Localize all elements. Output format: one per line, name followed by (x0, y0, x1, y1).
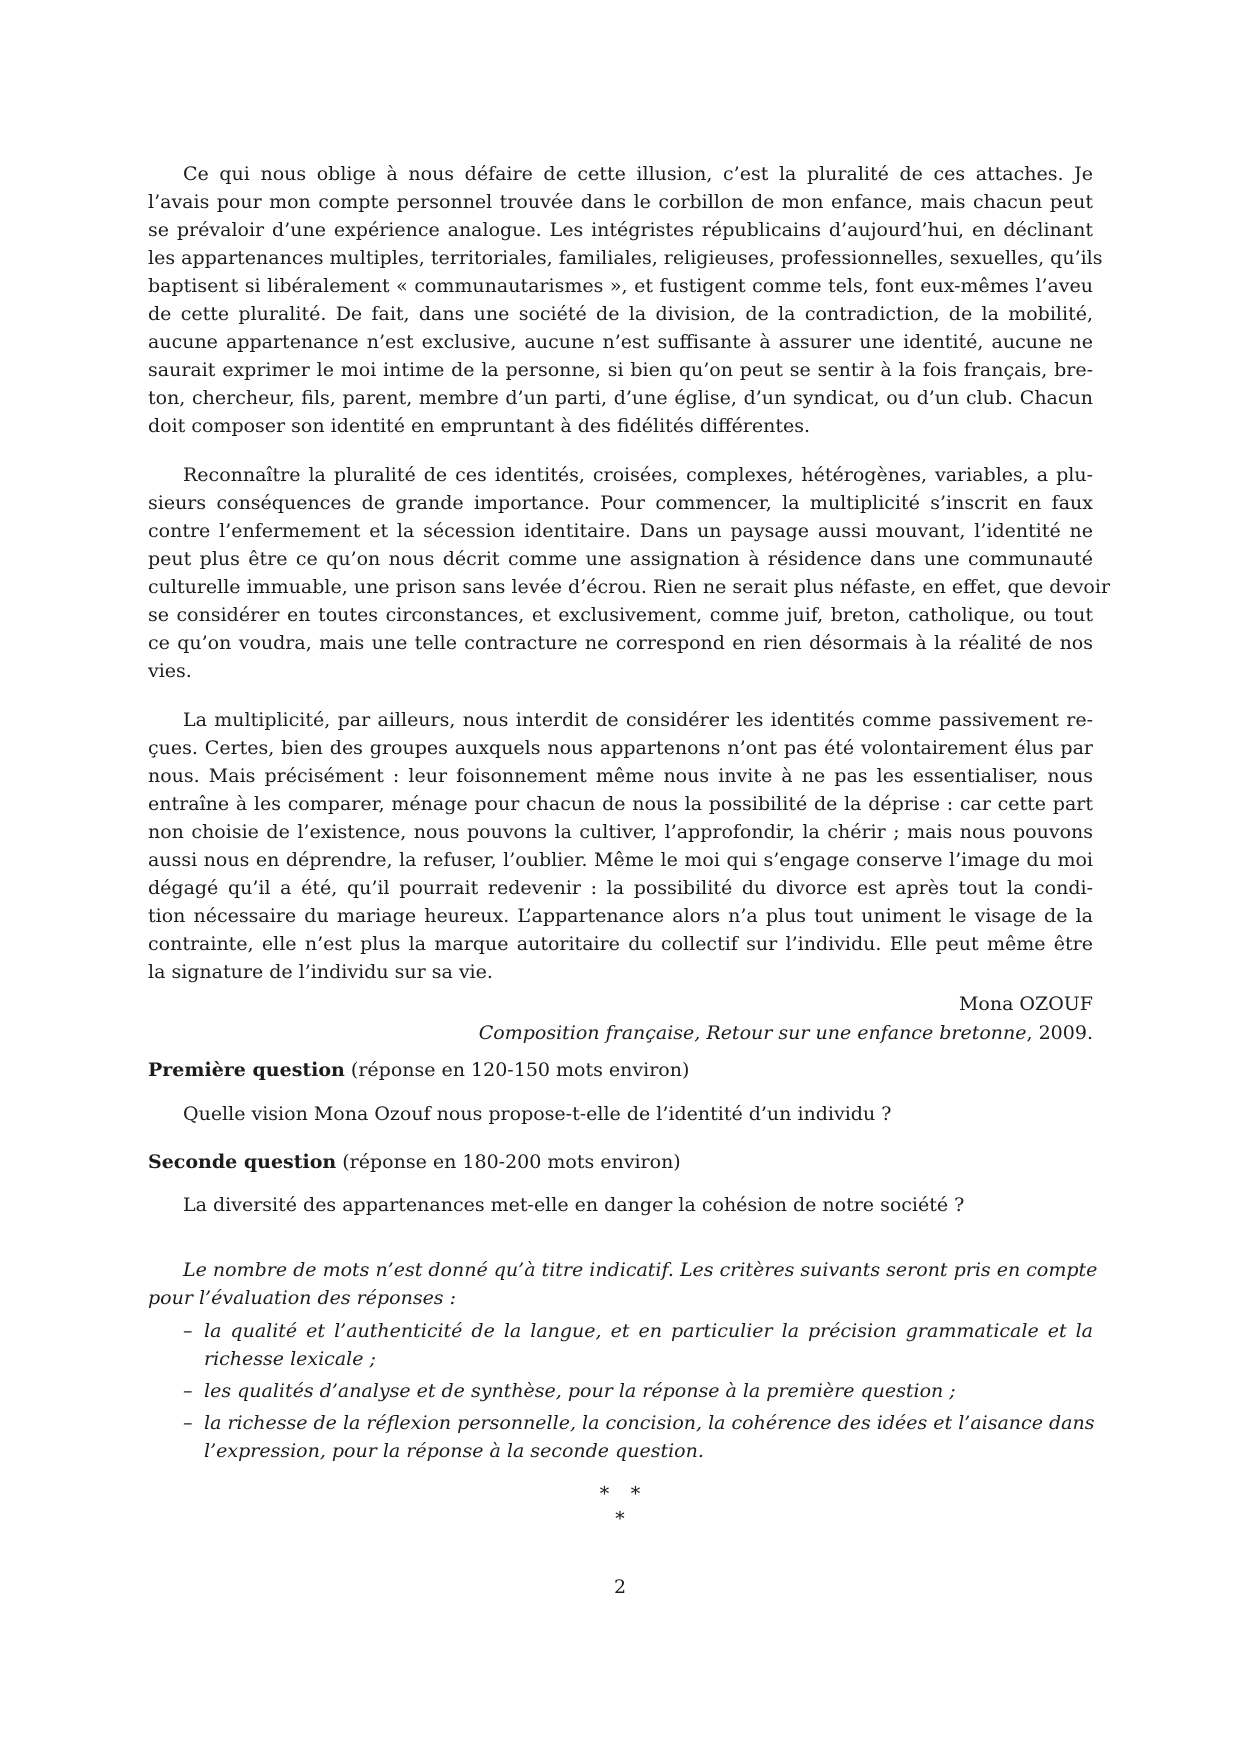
paragraph-line: Ce qui nous oblige à nous défaire de cette illusion, c’est la pluralité de ces attaches. Je (183, 163, 1093, 185)
question-2-heading (148, 1148, 681, 1176)
asterism-top: ∗ ∗ (598, 1479, 642, 1501)
paragraph-line: contre l’enfermement et la sécession identitaire. Dans un paysage aussi mouvant, l’identité ne (148, 520, 1093, 542)
author-name: Mona OZOUF (958, 993, 1093, 1015)
paragraph-line: doit composer son identité en empruntant à des fidélités différentes. (148, 415, 811, 437)
criterion-line: richesse lexicale ; (204, 1348, 376, 1370)
criterion-line: les qualités d’analyse et de synthèse, pour la réponse à la première question ; (204, 1380, 956, 1402)
paragraph-line: les appartenances multiples, territoriales, familiales, religieuses, professionnelles, sexuelles, qu’ils (148, 247, 1103, 269)
question-note: (réponse en 120-150 mots environ) (344, 1059, 690, 1081)
paragraph-line: l’avais pour mon compte personnel trouvée dans le corbillon de mon enfance, mais chacun peut (148, 191, 1093, 213)
paragraph-line: La multiplicité, par ailleurs, nous interdit de considérer les identités comme passivement re- (183, 709, 1093, 731)
question-1-text: Quelle vision Mona Ozouf nous propose-t-elle de l’identité d’un individu ? (183, 1103, 892, 1125)
paragraph-line: entraîne à les comparer, ménage pour chacun de nous la possibilité de la déprise : car cette part (148, 793, 1093, 815)
paragraph-line: sieurs conséquences de grande importance. Pour commencer, la multiplicité s’inscrit en faux (148, 492, 1093, 514)
paragraph-line: baptisent si libéralement « communautarismes », et fustigent comme tels, font eux-mêmes l’aveu (148, 275, 1093, 297)
criterion-line: la qualité et l’authenticité de la langue, et en particulier la précision grammaticale et la (204, 1320, 1093, 1342)
paragraph-line: dégagé qu’il a été, qu’il pourrait redevenir : la possibilité du divorce est après tout la condi- (148, 877, 1093, 899)
paragraph-line: se considérer en toutes circonstances, et exclusivement, comme juif, breton, catholique, ou tout (148, 604, 1093, 626)
paragraph-line: la signature de l’individu sur sa vie. (148, 961, 493, 983)
question-note: (réponse en 180-200 mots environ) (336, 1151, 681, 1173)
source-citation (148, 1019, 1093, 1047)
criterion-line: l’expression, pour la réponse à la seconde question. (204, 1440, 704, 1462)
paragraph-line: çues. Certes, bien des groupes auxquels nous appartenons n’ont pas été volontairement élus par (148, 737, 1093, 759)
paragraph-line: tion nécessaire du mariage heureux. L’appartenance alors n’a plus tout uniment le visage de la (148, 905, 1093, 927)
source-title: Composition française, Retour sur une enfance bretonne (478, 1022, 1027, 1044)
paragraph-line: nous. Mais précisément : leur foisonnement même nous invite à ne pas les essentialiser, nous (148, 765, 1093, 787)
question-label: Seconde question (148, 1151, 337, 1173)
paragraph-line: ce qu’on voudra, mais une telle contracture ne correspond en rien désormais à la réalité de nos (148, 632, 1093, 654)
asterism-bottom: ∗ (613, 1504, 627, 1526)
paragraph-line: peut plus être ce qu’on nous décrit comme une assignation à résidence dans une communauté (148, 548, 1093, 570)
paragraph-line: de cette pluralité. De fait, dans une société de la division, de la contradiction, de la mobilité, (148, 303, 1093, 325)
paragraph-line: vies. (148, 660, 192, 682)
criterion-line: la richesse de la réflexion personnelle, la concision, la cohérence des idées et l’aisance dans (204, 1412, 1095, 1434)
list-dash: – (183, 1380, 193, 1402)
question-1-heading (148, 1056, 689, 1084)
paragraph-line: se prévaloir d’une expérience analogue. Les intégristes républicains d’aujourd’hui, en déclinant (148, 219, 1093, 241)
paragraph-line: aussi nous en déprendre, la refuser, l’oublier. Même le moi qui s’engage conserve l’image du moi (148, 849, 1093, 871)
paragraph-line: Reconnaître la pluralité de ces identités, croisées, complexes, hétérogènes, variables, a plu- (183, 464, 1093, 486)
list-dash: – (183, 1320, 193, 1342)
paragraph-line: saurait exprimer le moi intime de la personne, si bien qu’on peut se sentir à la fois français, bre- (148, 359, 1093, 381)
paragraph-line: ton, chercheur, fils, parent, membre d’un parti, d’une église, d’un syndicat, ou d’un club. Chacun (148, 387, 1093, 409)
question-2-text: La diversité des appartenances met-elle en danger la cohésion de notre société ? (183, 1194, 965, 1216)
instructions-intro-line: pour l’évaluation des réponses : (148, 1287, 456, 1309)
page-number: 2 (613, 1576, 627, 1598)
source-year: , 2009. (1026, 1022, 1093, 1044)
paragraph-line: culturelle immuable, une prison sans levée d’écrou. Rien ne serait plus néfaste, en effet, que devoir (148, 576, 1111, 598)
instructions-intro-line: Le nombre de mots n’est donné qu’à titre indicatif. Les critères suivants seront pris en compte (183, 1259, 1098, 1281)
paragraph-line: aucune appartenance n’est exclusive, aucune n’est suffisante à assurer une identité, aucune ne (148, 331, 1093, 353)
paragraph-line: contrainte, elle n’est plus la marque autoritaire du collectif sur l’individu. Elle peut même être (148, 933, 1093, 955)
question-label: Première question (148, 1059, 345, 1081)
list-dash: – (183, 1412, 193, 1434)
paragraph-line: non choisie de l’existence, nous pouvons la cultiver, l’approfondir, la chérir ; mais nous pouvons (148, 821, 1093, 843)
